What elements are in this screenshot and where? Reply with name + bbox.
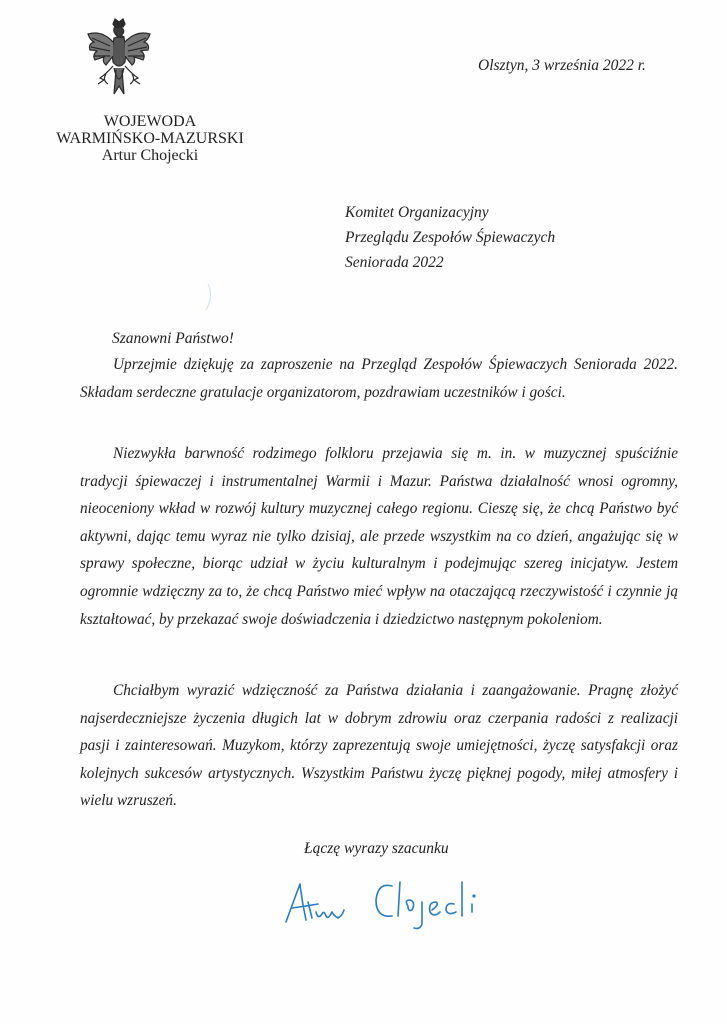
recipient-line3: Seniorada 2022 [345,254,444,271]
office-title-line2: WARMIŃSKO-MAZURSKI [56,130,244,147]
eagle-emblem-icon [84,18,154,110]
faint-scan-mark-icon [200,282,220,314]
recipient-line2: Przeglądu Zespołów Śpiewaczych [345,229,556,246]
salutation: Szanowni Państwo! [112,330,234,347]
office-title-line1: WOJEWODA [103,113,197,130]
recipient-line1: Komitet Organizacyjny [345,204,489,221]
date-line: Olsztyn, 3 września 2022 r. [478,57,646,74]
recipient-block [345,200,555,275]
office-holder-name: Artur Chojecki [101,147,199,164]
handwritten-signature [282,872,492,932]
paragraph-2: Niezwykła barwność rodzimego folkloru przejawia się m. in. w muzycznej spuściźnie tradycji śpiewaczej i instrumentalnej Warmii i Mazur. Państwa działalność wnosi ogromny, nieoceniony wkład w rozwój kultury muzycznej całego regionu. Cieszę się, że chcą Państwo być aktywni, dając temu wyraz nie tylko dzisiaj, ale przede wszystkim na co dzień, angażując się w sprawy społeczne, biorąc udział w życiu kulturalnym i podejmując szereg inicjatyw. Jestem ogromnie wdzięczny za to, że chcą Państwo mieć wpływ na otaczającą rzeczywistość i czynnie ją kształtować, by przekazać swoje doświadczenia i dziedzictwo następnym pokoleniom. [80,445,678,628]
closing-phrase: Łączę wyrazy szacunku [304,840,449,857]
paragraph-1: Uprzejmie dziękuję za zaproszenie na Przegląd Zespołów Śpiewaczych Seniorada 2022. Składam serdeczne gratulacje organizatorom, pozdrawiam uczestników i gości. [80,356,678,401]
paragraph-3: Chciałbym wyrazić wdzięczność za Państwa działania i zaangażowanie. Pragnę złożyć najserdeczniejsze życzenia długich lat w dobrym zdrowiu oraz czerpania radości z realizacji pasji i zainteresowań. Muzykom, którzy zaprezentują swoje umiejętności, życzę satysfakcji oraz kolejnych sukcesów artystycznych. Wszystkim Państwu życzę pięknej pogody, miłej atmosfery i wielu wzruszeń. [80,682,678,810]
letterhead [56,113,244,164]
